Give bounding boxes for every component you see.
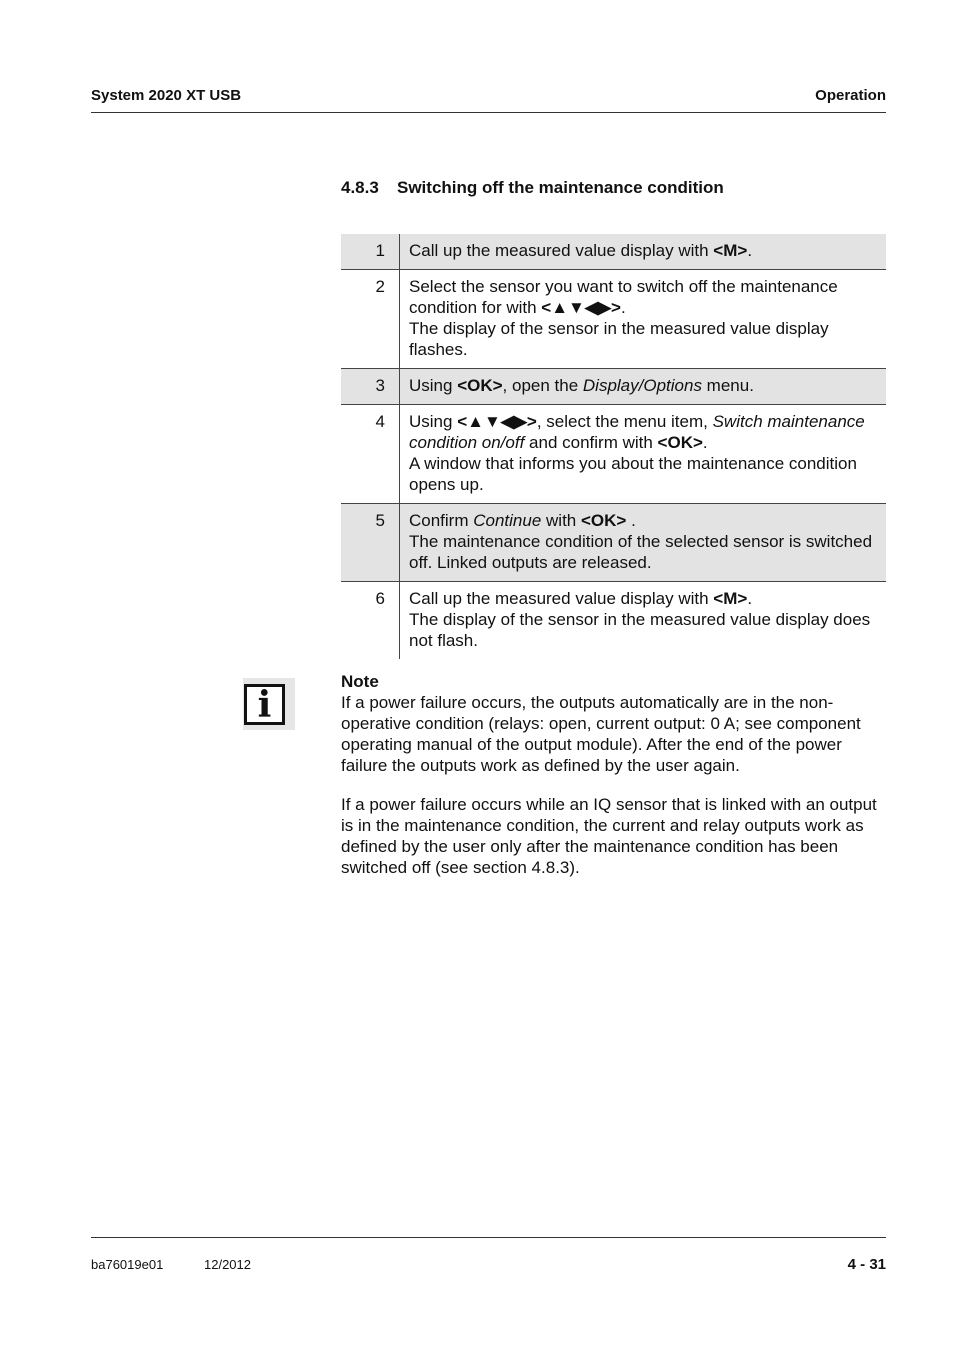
step-text (400, 405, 887, 504)
step-row (341, 405, 886, 504)
step-text-run: . (702, 433, 708, 452)
running-header-title: System 2020 XT USB (91, 87, 242, 104)
note-paragraph-2: If a power failure occurs while an IQ sensor that is linked with an output is in the maintenance condition, the current and relay outputs work as defined by the user only after the maintenance condition has been switched off (see section 4.8.3). (341, 795, 877, 877)
step-text (400, 234, 887, 270)
step-row (341, 270, 886, 369)
key-label: <M> (713, 589, 748, 608)
step-text-run: Using (409, 376, 458, 395)
step-text-run: . (626, 511, 636, 530)
step-text-run: . (747, 589, 753, 608)
step-text-run: Confirm (409, 511, 474, 530)
running-header-chapter: Operation (815, 87, 886, 104)
step-text-run: Using (409, 412, 458, 431)
key-label: <OK> (657, 433, 703, 452)
footer-date: 12/2012 (204, 1257, 251, 1272)
step-text-run: , open the (502, 376, 583, 395)
step-text-run: . (620, 298, 626, 317)
step-text-run: The display of the sensor in the measured value display flashes. (409, 319, 829, 359)
key-label: <▲▼◀▶> (457, 412, 537, 431)
step-text-run: . (747, 241, 753, 260)
step-number: 4 (341, 405, 400, 504)
step-text (400, 504, 887, 582)
menu-term: Continue (473, 511, 542, 530)
key-label: <▲▼◀▶> (541, 298, 621, 317)
step-text (400, 582, 887, 660)
steps-table (341, 234, 886, 659)
section-number: 4.8.3 (341, 178, 379, 197)
key-label: <OK> (580, 511, 627, 530)
key-label: <M> (713, 241, 748, 260)
step-row (341, 582, 886, 660)
step-row (341, 369, 886, 405)
step-number: 6 (341, 582, 400, 660)
step-number: 5 (341, 504, 400, 582)
note-block (341, 671, 889, 878)
section-title: Switching off the maintenance condition (397, 178, 724, 197)
info-icon-glyph: i (244, 684, 285, 725)
step-text-run: , select the menu item, (536, 412, 713, 431)
step-number: 1 (341, 234, 400, 270)
step-row (341, 504, 886, 582)
step-text (400, 369, 887, 405)
step-text (400, 270, 887, 369)
footer-doc-id: ba76019e01 (91, 1257, 164, 1272)
step-text-run: menu. (701, 376, 754, 395)
note-title: Note (341, 672, 379, 691)
step-text-run: The maintenance condition of the selected sensor is switched off. Linked outputs are released. (409, 532, 873, 572)
page-number: 4 - 31 (847, 1256, 886, 1273)
step-text-run: and confirm with (524, 433, 658, 452)
step-text-run: The display of the sensor in the measured value display does not flash. (409, 610, 871, 650)
note-paragraph-1: If a power failure occurs, the outputs automatically are in the non-operative condition (relays: open, current output: 0 A; see component operating manual of the output module). After the end of the power failure the outputs work as defined by the user again. (341, 693, 861, 775)
step-text-run: with (541, 511, 581, 530)
menu-term: Display/Options (582, 376, 702, 395)
step-number: 3 (341, 369, 400, 405)
menu-term: Switch maintenance condition on/off (409, 412, 865, 452)
footer-rule (91, 1237, 886, 1238)
step-text-run: Call up the measured value display with (409, 589, 714, 608)
step-text-run: Call up the measured value display with (409, 241, 714, 260)
step-text-run: Select the sensor you want to switch off the maintenance condition for with (409, 277, 838, 317)
step-row (341, 234, 886, 270)
key-label: <OK> (457, 376, 503, 395)
step-text-run: A window that informs you about the maintenance condition opens up. (409, 454, 857, 494)
info-icon (243, 678, 295, 730)
section-heading (341, 178, 724, 198)
step-number: 2 (341, 270, 400, 369)
header-rule (91, 112, 886, 113)
